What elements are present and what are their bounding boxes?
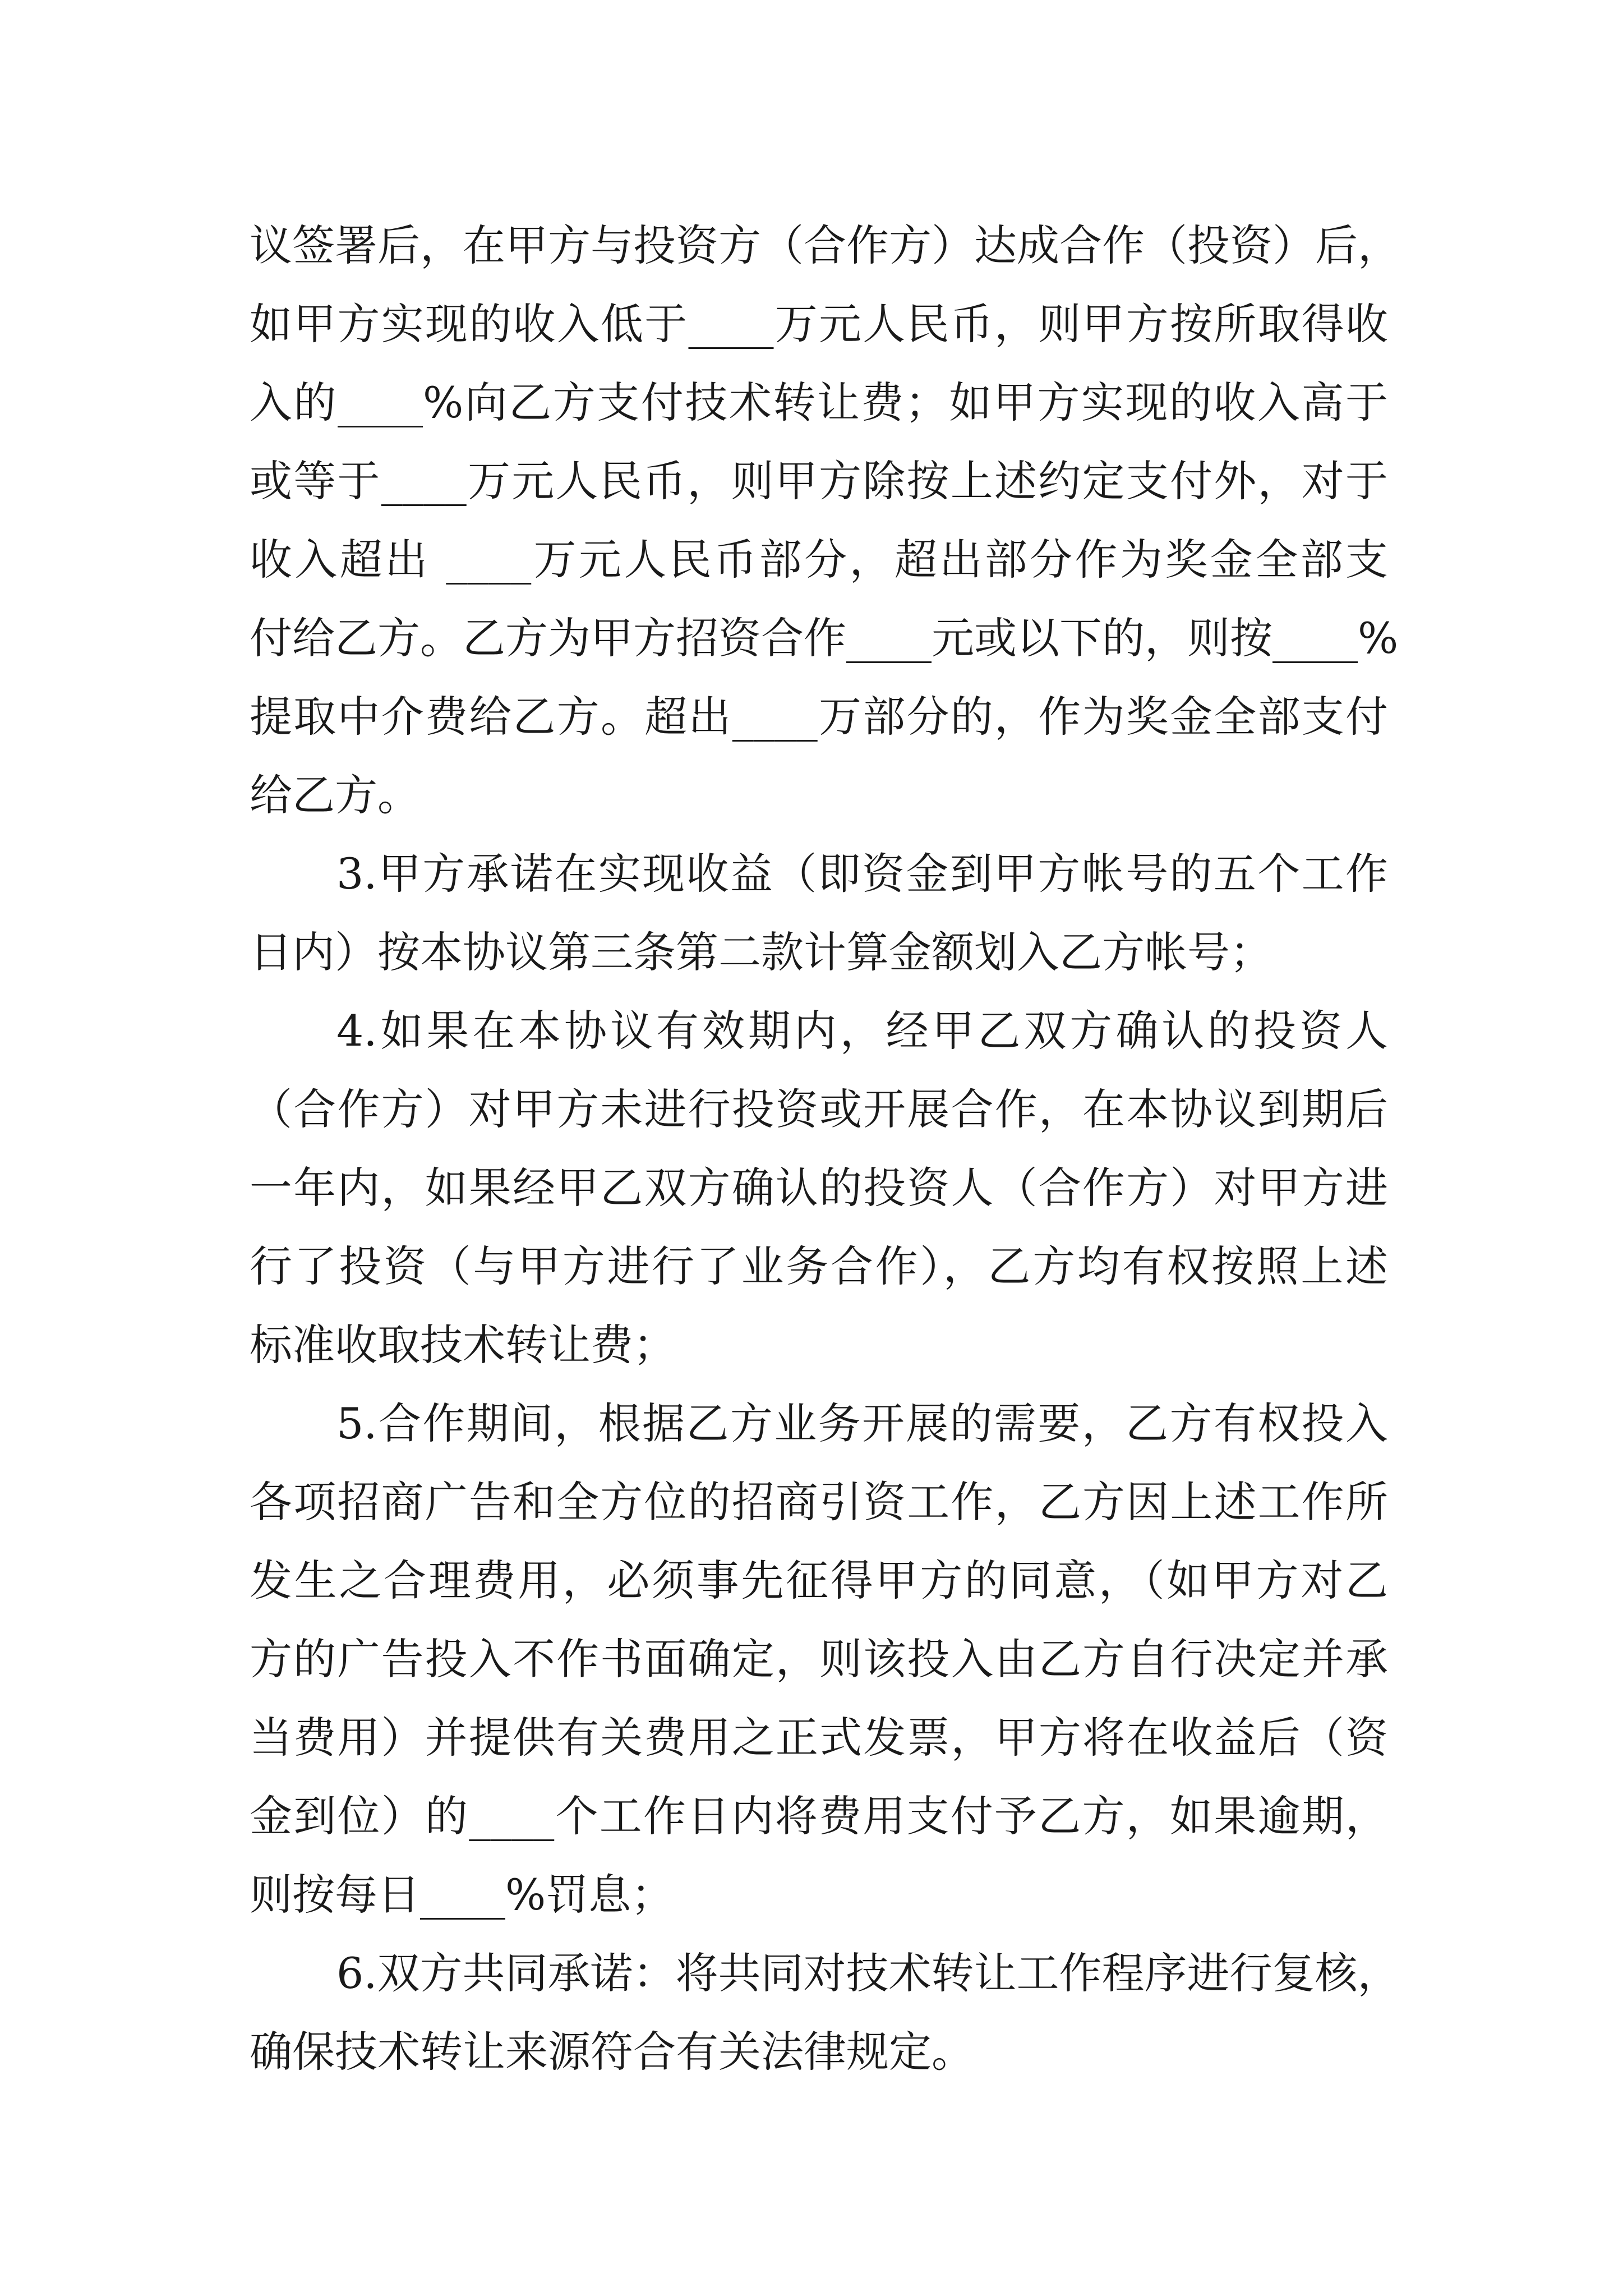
clause-6-line: 6.双方共同承诺：将共同对技术转让工作程序进行复核， <box>336 1948 1400 1998</box>
clause-5-line: 5.合作期间，根据乙方业务开展的需要，乙方有权投入 <box>336 1398 1388 1448</box>
text-line: 入的____%向乙方支付技术转让费；如甲方实现的收入高于 <box>250 378 1388 427</box>
text-line: 议签署后，在甲方与投资方（合作方）达成合作（投资）后， <box>250 220 1400 270</box>
text-line: 行了投资（与甲方进行了业务合作），乙方均有权按照上述 <box>250 1241 1388 1291</box>
text-line: 如甲方实现的收入低于____万元人民币，则甲方按所取得收 <box>250 299 1388 349</box>
text-line: 一年内，如果经甲乙双方确认的投资人（合作方）对甲方进 <box>250 1163 1388 1213</box>
clause-4-line: 4.如果在本协议有效期内，经甲乙双方确认的投资人 <box>336 1006 1388 1056</box>
text-line: 标准收取技术转让费； <box>250 1320 676 1370</box>
text-line: 确保技术转让来源符合有关法律规定。 <box>250 2027 974 2077</box>
text-line: 或等于____万元人民币，则甲方除按上述约定支付外，对于 <box>250 456 1388 506</box>
clause-3-line: 3.甲方承诺在实现收益（即资金到甲方帐号的五个工作 <box>336 849 1388 899</box>
text-line: 日内）按本协议第三条第二款计算金额划入乙方帐号； <box>250 927 1272 977</box>
text-line: 各项招商广告和全方位的招商引资工作，乙方因上述工作所 <box>250 1477 1388 1527</box>
text-line: 付给乙方。乙方为甲方招资合作____元或以下的，则按____% <box>250 613 1399 663</box>
text-line: 给乙方。 <box>250 770 420 820</box>
text-line: 提取中介费给乙方。超出____万部分的，作为奖金全部支付 <box>250 692 1388 742</box>
text-line: 金到位）的____个工作日内将费用支付予乙方，如果逾期， <box>250 1791 1388 1841</box>
text-line: （合作方）对甲方未进行投资或开展合作，在本协议到期后 <box>250 1084 1388 1134</box>
text-line: 发生之合理费用，必须事先征得甲方的同意，（如甲方对乙 <box>250 1556 1388 1605</box>
text-line: 则按每日____%罚息； <box>250 1870 674 1920</box>
text-line: 收入超出 ____万元人民币部分，超出部分作为奖金全部支 <box>250 535 1388 585</box>
text-line: 方的广告投入不作书面确定，则该投入由乙方自行决定并承 <box>250 1634 1388 1684</box>
text-line: 当费用）并提供有关费用之正式发票，甲方将在收益后（资 <box>250 1713 1388 1763</box>
